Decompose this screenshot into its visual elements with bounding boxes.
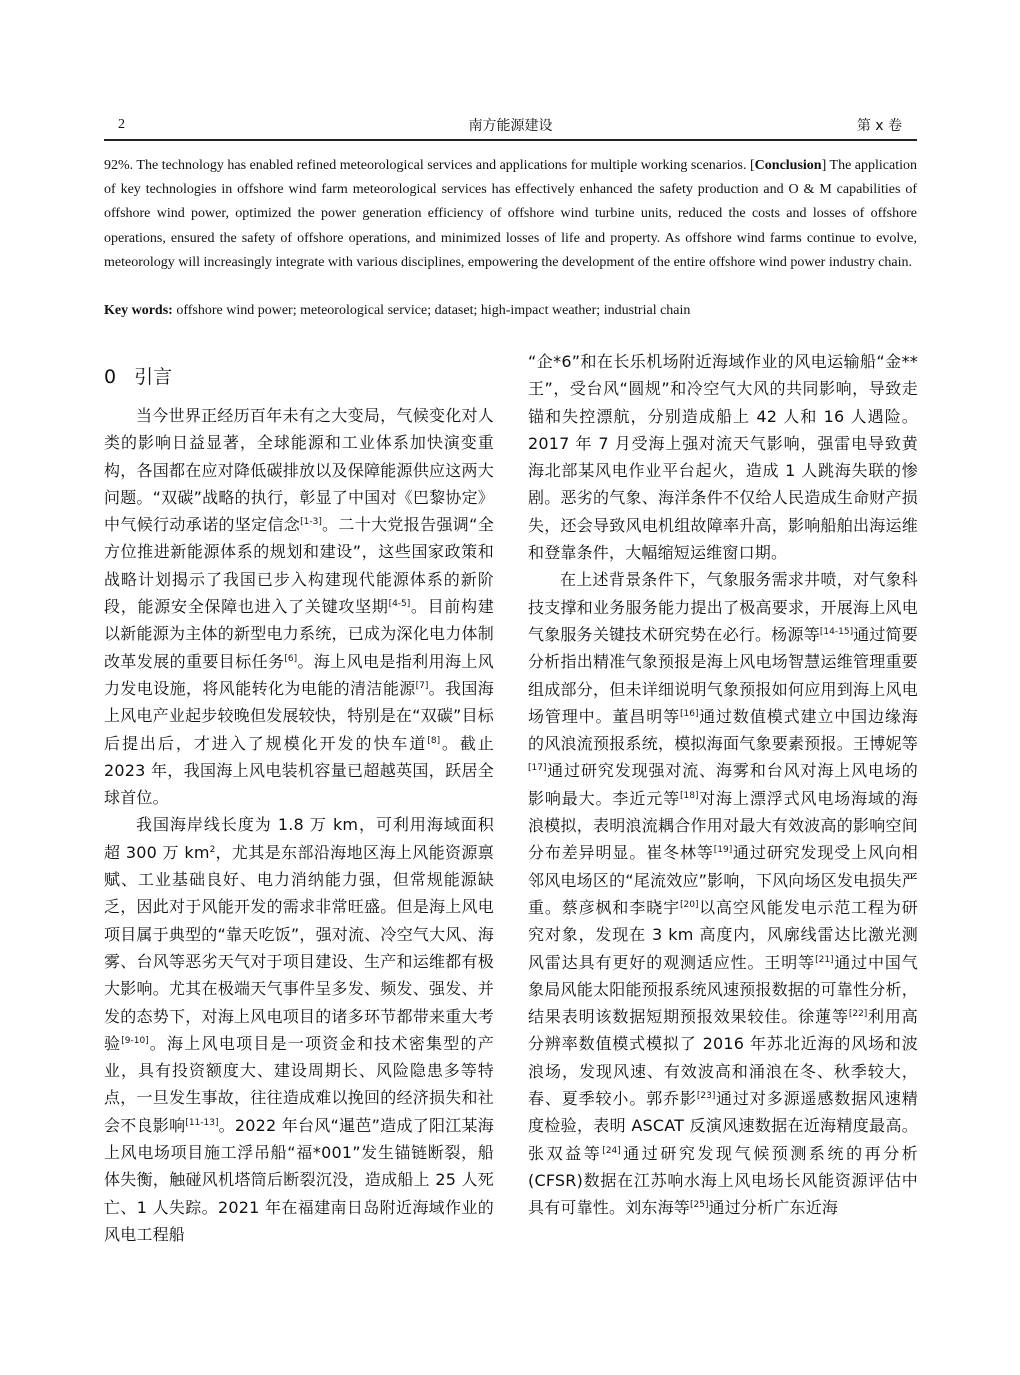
abstract-text: 92%. The technology has enabled refined meteorological services and applications for multiple working scenarios. [Conclusion] The application of key technologies in offshore wind farm meteorological services has effectively enhanced the safety production and O & M capabilities of offshore wind power, optimized the power generation efficiency of offshore wind turbine units, reduced the costs and losses of offshore operations, ensured the safety of offshore operations, and minimized losses of life and property. As offshore wind farms continue to evolve, meteorology will increasingly integrate with various disciplines, empowering the development of the entire offshore wind power industry chain.	[104, 158, 917, 270]
citation[interactable]: [1-3]	[300, 517, 322, 528]
paragraph: “企*6”和在长乐机场附近海域作业的风电运输船“金**王”，受台风“圆规”和冷空气大风的共同影响，导致走锚和失控漂航，分别造成船上 42 人和 16 人遇险。2017 年 7 月受海上强对流天气影响，强雷电导致黄海北部某风电作业平台起火，造成 1 人跳海失联的惨剧。恶劣的气象、海洋条件不仅给人民造成生命财产损失，还会导致风电机组故障率升高，影响船舶出海运维和登靠条件，大幅缩短运维窗口期。	[528, 352, 918, 563]
citation[interactable]: [14-15]	[819, 626, 854, 637]
citation[interactable]: [6]	[284, 653, 298, 664]
citation[interactable]: [9-10]	[121, 1035, 149, 1046]
citation[interactable]: [20]	[679, 899, 699, 910]
header-rule	[104, 139, 917, 141]
superscript: 2	[209, 844, 216, 855]
keywords-text: offshore wind power; meteorological service; dataset; high-impact weather; industrial chain	[172, 303, 691, 318]
citation[interactable]: [22]	[848, 1009, 868, 1020]
page-number: 2	[118, 117, 125, 132]
citation[interactable]: [16]	[679, 708, 699, 719]
citation[interactable]: [7]	[415, 680, 429, 691]
section-heading	[104, 362, 172, 389]
section-number: 0	[104, 366, 117, 388]
citation[interactable]: [23]	[696, 1091, 716, 1102]
citation[interactable]: [24]	[602, 1145, 621, 1156]
section-title: 引言	[134, 366, 173, 388]
journal-title: 南方能源建设	[468, 118, 553, 134]
citation[interactable]: [18]	[679, 790, 699, 801]
citation[interactable]: [17]	[528, 763, 547, 774]
keywords-label: Key words:	[104, 303, 173, 318]
citation[interactable]: [4-5]	[388, 599, 411, 610]
citation[interactable]: [11-13]	[185, 1117, 219, 1128]
paragraph: 当今世界正经历百年未有之大变局，气候变化对人类的影响日益显著，全球能源和工业体系加快演变重构，各国都在应对降低碳排放以及保障能源供应这两大问题。“双碳”战略的执行，彰显了中国对《巴黎协定》中气候行动承诺的坚定信念[1-3]。二十大党报告强调“全方位推进新能源体系的规划和建设”，这些国家政策和战略计划揭示了我国已步入构建现代能源体系的新阶段，能源安全保障也进入了关键攻坚期[4-5]。目前构建以新能源为主体的新型电力系统，已成为深化电力体制改革发展的重要目标任务[6]。海上风电是指利用海上风力发电设施，将风能转化为电能的清洁能源[7]。我国海上风电产业起步较晚但发展较快，特别是在“双碳”目标后提出后，才进入了规模化开发的快车道[8]。截止 2023 年，我国海上风电装机容量已超越英国，跃居全球首位。	[104, 406, 494, 808]
volume-label: 第 x 卷	[856, 118, 902, 134]
citation[interactable]: [25]	[690, 1200, 709, 1211]
keywords	[104, 299, 917, 323]
citation[interactable]: [21]	[815, 954, 834, 965]
paragraph: 在上述背景条件下，气象服务需求井喷，对气象科技支撑和业务服务能力提出了极高要求，开展海上风电气象服务关键技术研究势在必行。杨源等[14-15]通过简要分析指出精准气象预报是海上风电场智慧运维管理重要组成部分，但未详细说明气象预报如何应用到海上风电场管理中。董昌明等[16]通过数值模式建立中国边缘海的风浪流预报系统，模拟海面气象要素预报。王博妮等[17]通过研究发现强对流、海雾和台风对海上风电场的影响最大。李近元等[18]对海上漂浮式风电场海域的海浪模拟，表明浪流耦合作用对最大有效波高的影响空间分布差异明显。崔冬林等[19]通过研究发现受上风向相邻风电场区的“尾流效应”影响，下风向场区发电损失严重。蔡彦枫和李晓宇[20]以高空风能发电示范工程为研究对象，发现在 3 km 高度内，风廓线雷达比激光测风雷达具有更好的观测适应性。王明等[21]通过中国气象局风能太阳能预报系统风速预报数据的可靠性分析，结果表明该数据短期预报效果较佳。徐蓮等[22]利用高分辨率数值模式模拟了 2016 年苏北近海的风场和波浪场，发现风速、有效波高和涌浪在冬、秋季较大，春、夏季较小。郭乔影[23]通过对多源遥感数据风速精度检验，表明 ASCAT 反演风速数据在近海精度最高。张双益等[24]通过研究发现气候预测系统的再分析(CFSR)数据在江苏响水海上风电场长风能资源评估中具有可靠性。刘东海等[25]通过分析广东近海	[528, 570, 919, 1218]
citation[interactable]: [19]	[713, 845, 733, 856]
conclusion-label: Conclusion	[754, 158, 822, 173]
page-header	[104, 114, 917, 138]
right-column	[528, 348, 918, 1222]
citation[interactable]: [8]	[427, 735, 441, 746]
left-column	[104, 402, 494, 1248]
paragraph: 我国海岸线长度为 1.8 万 km，可利用海域面积超 300 万 $km^2$，尤其是东部沿海地区海上风能资源禀赋、工业基础良好、电力消纳能力强，但常规能源缺乏，因此对于风能开发的需求非常旺盛。但是海上风电项目属于典型的“靠天吃饭”，强对流、冷空气大风、海雾、台风等恶劣天气对于项目建设、生产和运维都有极大影响。尤其在极端天气事件呈多发、频发、强发、并发的态势下，对海上风电项目的诸多环节都带来重大考验[9-10]。海上风电项目是一项资金和技术密集型的产业，具有投资额度大、建设周期长、风险隐患多等特点，一旦发生事故，往往造成难以挽回的经济损失和社会不良影响[11-13]。2022 年台风“暹芭”造成了阳江某海上风电场项目施工浮吊船“福*001”发生锚链断裂，船体失衡，触碰风机塔筒后断裂沉没，造成船上 25 人死亡、1 人失踪。2021 年在福建南日岛附近海域作业的风电工程船	[104, 815, 494, 1244]
